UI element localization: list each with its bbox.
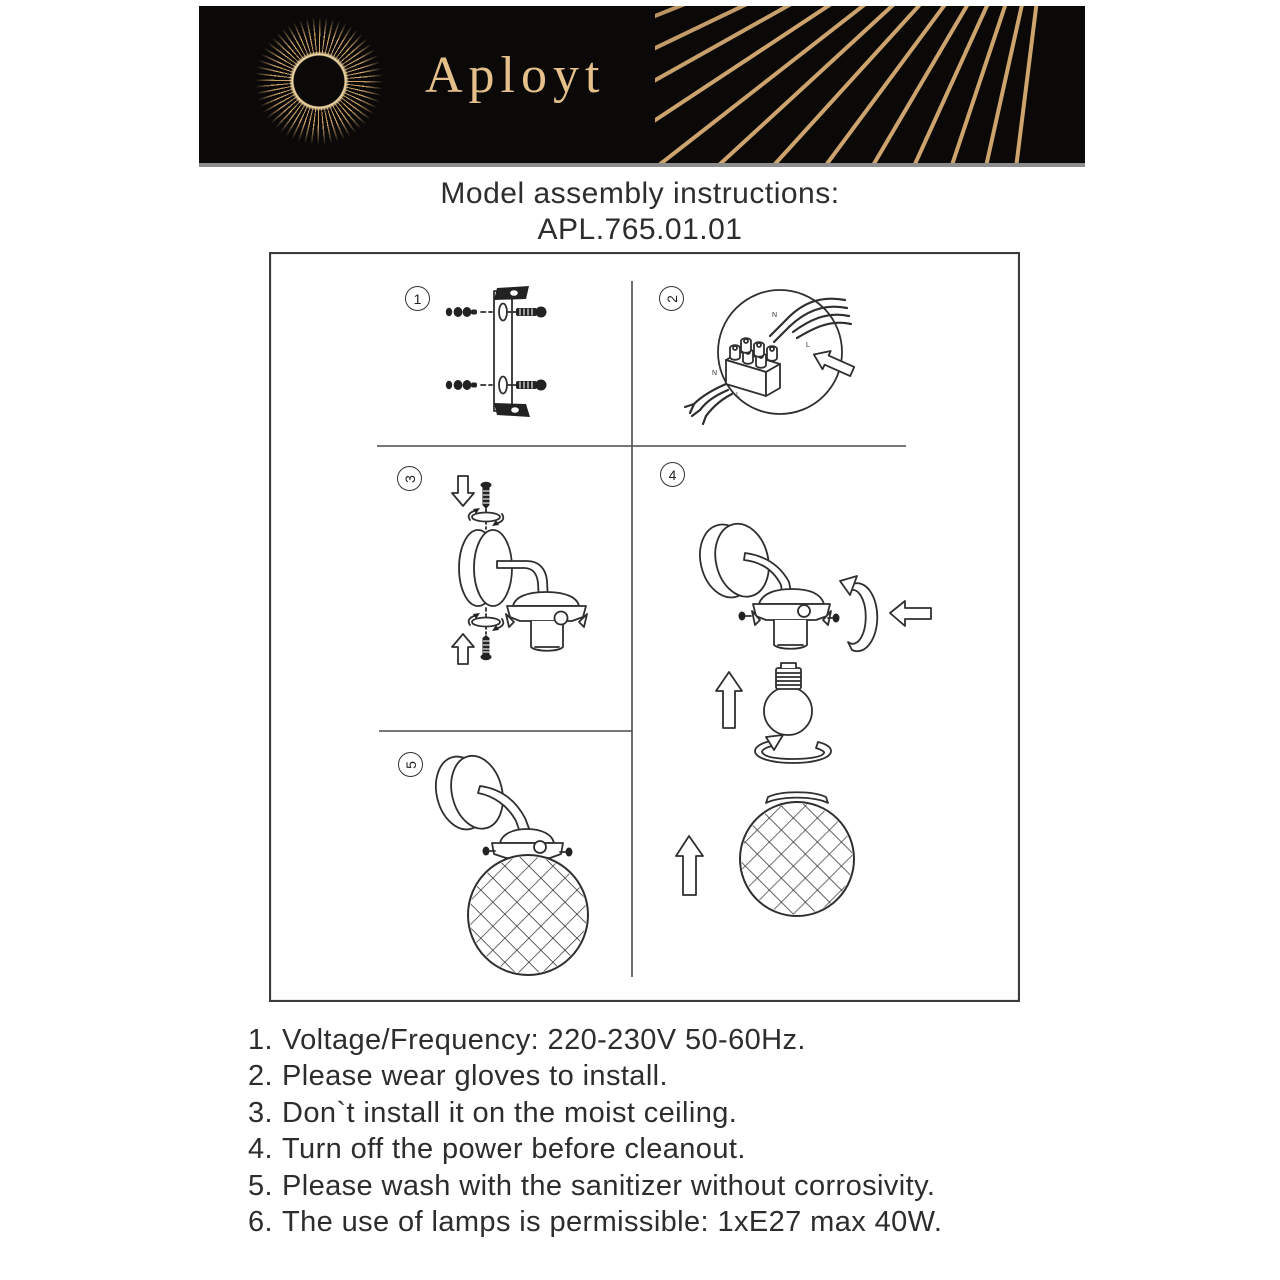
mounting-screw-icon (508, 307, 547, 391)
rotate-arrow-icon (840, 576, 877, 651)
instruction-item (248, 1022, 1078, 1058)
up-arrow-icon (716, 672, 742, 728)
instruction-item (248, 1168, 1078, 1204)
wire-label-n-in: N (772, 312, 778, 319)
up-arrow-icon (452, 634, 474, 664)
step-2-badge: 2 (659, 286, 684, 311)
instruction-number: 2. (248, 1060, 273, 1093)
socket-holder (506, 592, 587, 651)
socket-holder (752, 589, 831, 649)
brand-banner (199, 6, 1085, 167)
step5-finished-lamp-diagram (429, 747, 588, 975)
step3-canopy-diagram (452, 476, 587, 664)
instruction-number: 5. (248, 1169, 273, 1202)
step-1-badge: 1 (405, 286, 430, 311)
instruction-number: 4. (248, 1133, 273, 1166)
fixture-wires (685, 384, 732, 424)
instruction-item (248, 1204, 1078, 1240)
push-left-arrow-icon (890, 601, 931, 626)
wire-label-l-out: L (736, 392, 740, 399)
diagram-frame (270, 253, 1019, 1001)
step4-assembly-diagram (676, 515, 931, 916)
instruction-item (248, 1131, 1078, 1167)
assembly-diagram (269, 252, 1020, 1002)
instruction-text: Please wear gloves to install. (282, 1060, 668, 1093)
instruction-item (248, 1058, 1078, 1094)
instruction-number: 1. (248, 1024, 273, 1056)
step-5-badge: 5 (398, 752, 423, 777)
mesh-globe (468, 855, 588, 975)
twist-arrow-icon (755, 735, 831, 763)
sunburst-logo-icon (252, 14, 386, 148)
instruction-text: Please wash with the sanitizer without corrosivity. (282, 1169, 936, 1202)
model-code: APL.765.01.01 (537, 213, 743, 246)
screw-top-icon (481, 482, 492, 509)
instruction-number: 3. (248, 1096, 273, 1129)
up-arrow-icon (676, 836, 703, 895)
step2-wiring-diagram (685, 290, 856, 424)
instruction-text: Turn off the power before cleanout. (282, 1133, 746, 1166)
instruction-text: Don`t install it on the moist ceiling. (282, 1096, 738, 1129)
instructions-list (248, 1022, 1078, 1240)
step-4-badge: 4 (660, 462, 685, 487)
step1-bracket-diagram (446, 286, 547, 417)
wall-anchor-icon (446, 307, 477, 390)
screw-bottom-icon (481, 635, 492, 660)
socket-holder (483, 829, 573, 858)
instruction-number: 6. (248, 1206, 273, 1239)
instruction-text: The use of lamps is permissible: 1xE27 max 40W. (282, 1206, 943, 1239)
page-title: Model assembly instructions: (440, 177, 840, 210)
mesh-globe (740, 792, 854, 916)
mounting-bracket (494, 286, 530, 417)
decorative-rays-icon (655, 6, 1085, 163)
instruction-item (248, 1095, 1078, 1131)
brand-name: Aployt (425, 47, 606, 104)
instruction-text: Voltage/Frequency: 220-230V 50-60Hz. (282, 1024, 806, 1056)
light-bulb-icon (764, 663, 812, 735)
wire-label-l-in: L (806, 342, 810, 349)
step-3-badge: 3 (397, 466, 422, 491)
wire-label-n-out: N (712, 370, 718, 377)
down-arrow-icon (452, 476, 474, 506)
